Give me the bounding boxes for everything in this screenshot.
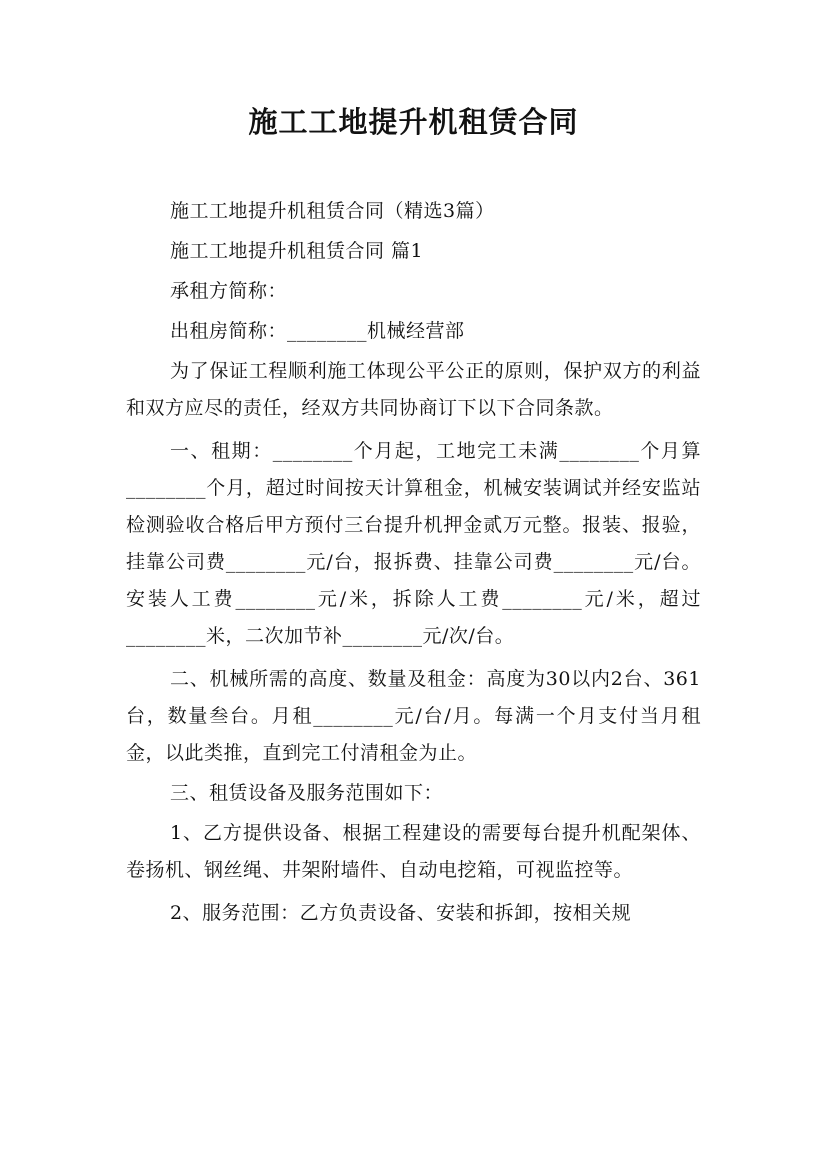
paragraph-article-heading: 施工工地提升机租赁合同 篇1 xyxy=(170,240,424,262)
paragraph-clause-scope: 三、租赁设备及服务范围如下： xyxy=(170,782,444,804)
paragraph-item-equipment: 1、乙方提供设备、根据工程建设的需要每台提升机配架体、卷扬机、钢丝绳、井架附墙件、自动电挖箱，可视监控等。 xyxy=(126,822,701,881)
paragraph-clause-machinery: 二、机械所需的高度、数量及租金：高度为30以内2台、361台，数量叁台。月租________元/台/月。每满一个月支付当月租金，以此类推，直到完工付清租金为止。 xyxy=(126,668,701,764)
paragraph-item-service: 2、服务范围：乙方负责设备、安装和拆卸，按相关规 xyxy=(170,902,632,924)
paragraph-lessor: 出租房简称：________机械经营部 xyxy=(170,320,465,342)
document-title: 施工工地提升机租赁合同 xyxy=(248,105,579,139)
paragraph-preamble: 为了保证工程顺利施工体现公平公正的原则，保护双方的利益和双方应尽的责任，经双方共同协商订下以下合同条款。 xyxy=(126,360,701,419)
paragraph-clause-term: 一、租期：________个月起，工地完工未满________个月算________个月，超过时间按天计算租金，机械安装调试并经安监站检测验收合格后甲方预付三台提升机押金贰万元整。报装、报验，挂靠公司费________元/台，报拆费、挂靠公司费________元/台。安装人工费________元/米，拆除人工费________元/米，超过________米，二次加节补________元/次/台。 xyxy=(126,440,701,647)
document-body xyxy=(126,193,701,932)
paragraph-lessee: 承租方简称： xyxy=(170,280,288,302)
paragraph-collection-title: 施工工地提升机租赁合同（精选3篇） xyxy=(170,200,495,222)
